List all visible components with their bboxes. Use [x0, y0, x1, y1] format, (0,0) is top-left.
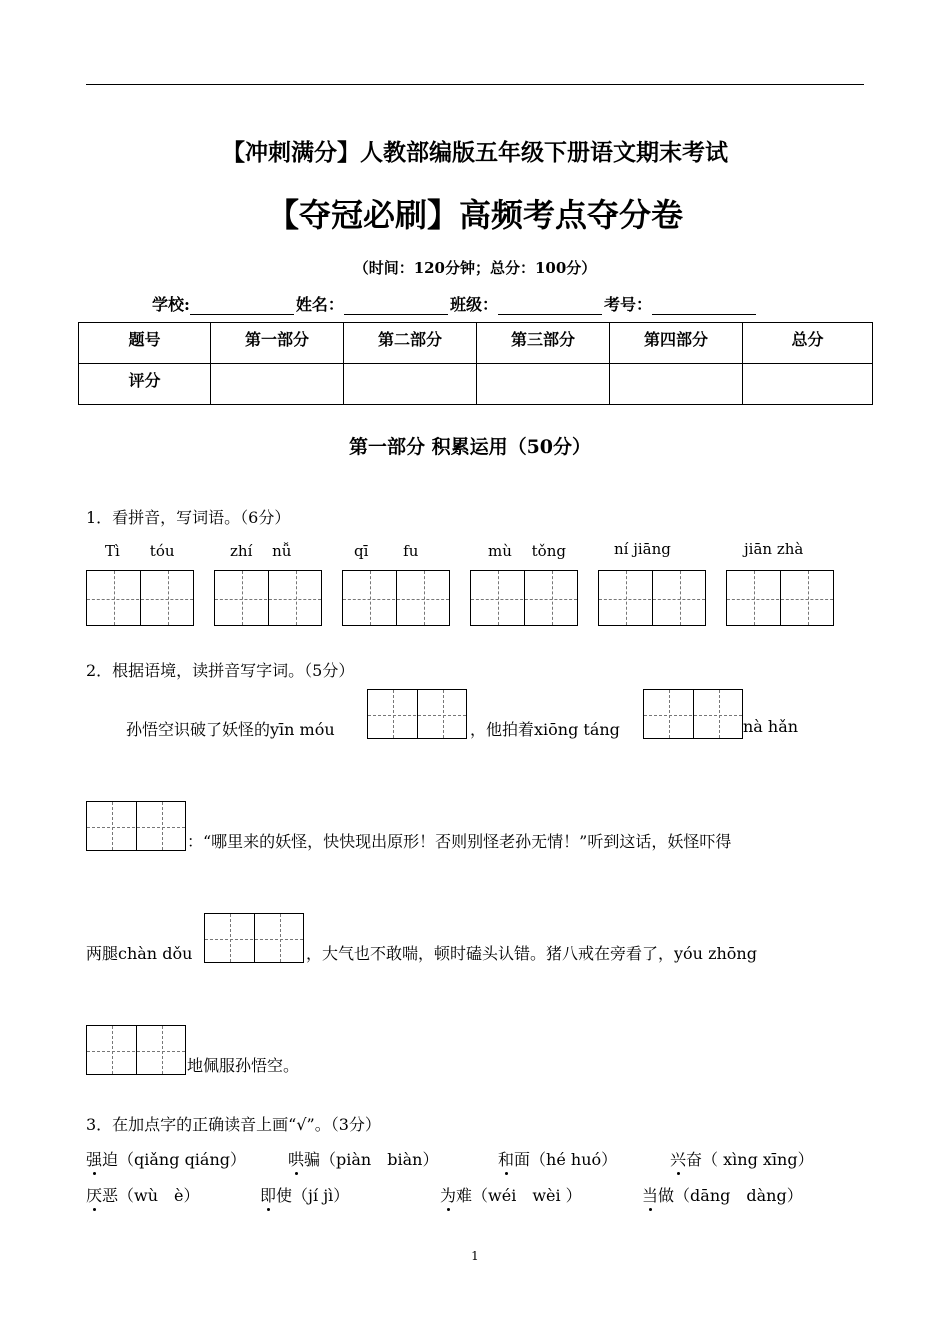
score-header-cell: 总分	[743, 323, 873, 364]
writing-grid[interactable]	[204, 913, 304, 963]
q1-pinyin: mù tǒng	[488, 542, 566, 560]
q3-options[interactable]: （ xìng xīng）	[702, 1150, 814, 1169]
writing-grid[interactable]	[470, 570, 578, 626]
q2-text: 地佩服孙悟空。	[187, 1056, 300, 1075]
q2-text: 孙悟空识破了妖怪的yīn móu	[126, 720, 335, 739]
time-info: （时间：120分钟；总分：100分）	[353, 259, 597, 277]
class-label: 班级：	[449, 295, 498, 314]
writing-grid[interactable]	[86, 1025, 186, 1075]
name-field[interactable]	[344, 298, 448, 315]
q3-item: 强迫（qiǎng qiáng）	[86, 1150, 247, 1169]
score-cell[interactable]	[743, 364, 873, 405]
dotted-char: 厌	[86, 1186, 103, 1205]
q1-pinyin: jiān zhà	[744, 540, 804, 558]
score-cell[interactable]	[477, 364, 610, 405]
score-header-cell: 第二部分	[344, 323, 477, 364]
score-header-cell: 第一部分	[211, 323, 344, 364]
q3-item: 和面（hé huó）	[498, 1150, 618, 1169]
q3-item: 兴奋（ xìng xīng）	[670, 1150, 814, 1169]
q1-prompt: 1．看拼音，写词语。（6分）	[86, 508, 291, 527]
dotted-char: 哄	[288, 1150, 305, 1169]
q2-text: ，大气也不敢喘，顿时磕头认错。猪八戒在旁看了，yóu zhōng	[306, 944, 757, 963]
q2-prompt: 2．根据语境，读拼音写字词。（5分）	[86, 661, 355, 680]
score-table	[78, 322, 873, 405]
writing-grid[interactable]	[86, 570, 194, 626]
writing-grid[interactable]	[342, 570, 450, 626]
q1-pinyin: Tì tóu	[105, 542, 175, 560]
q1-pinyin: qī fu	[354, 542, 419, 560]
writing-grid[interactable]	[598, 570, 706, 626]
class-field[interactable]	[498, 298, 602, 315]
q1-pinyin: ní jiāng	[614, 540, 671, 558]
score-table-score-row	[79, 364, 873, 405]
writing-grid[interactable]	[367, 689, 467, 739]
writing-grid[interactable]	[643, 689, 743, 739]
q3-item: 厌恶（wù è）	[86, 1186, 200, 1205]
q3-options[interactable]: （wù è）	[118, 1186, 200, 1205]
exam-title-line2: 【夺冠必刷】高频考点夺分卷	[266, 196, 683, 234]
score-header-cell: 第三部分	[477, 323, 610, 364]
q3-prompt: 3．在加点字的正确读音上画“√”。（3分）	[86, 1115, 381, 1134]
exam-no-label: 考号：	[603, 295, 652, 314]
section1-title: 第一部分 积累运用（50分）	[348, 436, 592, 458]
q1-pinyin: zhí nǚ	[230, 542, 292, 560]
q2-text: ，他拍着xiōng táng	[470, 720, 620, 739]
dotted-char: 和	[498, 1150, 515, 1169]
q3-item: 为难（wéi wèi ）	[440, 1186, 582, 1205]
exam-no-field[interactable]	[652, 298, 756, 315]
dotted-char: 即	[260, 1186, 277, 1205]
q2-text: 两腿chàn dǒu	[86, 944, 193, 963]
score-row-label: 评分	[79, 364, 211, 405]
page-number: 1	[471, 1249, 479, 1263]
q3-item: 即使（jí jì）	[260, 1186, 350, 1205]
score-cell[interactable]	[344, 364, 477, 405]
score-cell[interactable]	[610, 364, 743, 405]
q2-text: ：“哪里来的妖怪，快快现出原形！否则别怪老孙无情！”听到这话，妖怪吓得	[187, 832, 732, 851]
exam-title-line1: 【冲刺满分】人教部编版五年级下册语文期末考试	[222, 139, 728, 166]
q3-options[interactable]: （piàn biàn）	[320, 1150, 439, 1169]
q3-options[interactable]: （dāng dàng）	[674, 1186, 803, 1205]
school-label: 学校:	[152, 295, 190, 314]
score-table-header-row	[79, 323, 873, 364]
q3-item: 当做（dāng dàng）	[642, 1186, 803, 1205]
writing-grid[interactable]	[214, 570, 322, 626]
name-label: 姓名：	[295, 295, 344, 314]
writing-grid[interactable]	[86, 801, 186, 851]
score-header-cell: 第四部分	[610, 323, 743, 364]
q3-item: 哄骗（piàn biàn）	[288, 1150, 439, 1169]
writing-grid[interactable]	[726, 570, 834, 626]
dotted-char: 兴	[670, 1150, 687, 1169]
score-cell[interactable]	[211, 364, 344, 405]
q3-options[interactable]: （jí jì）	[292, 1186, 350, 1205]
score-header-cell: 题号	[79, 323, 211, 364]
q3-options[interactable]: （qiǎng qiáng）	[118, 1150, 247, 1169]
school-field[interactable]	[190, 298, 294, 315]
dotted-char: 强	[86, 1150, 103, 1169]
q3-options[interactable]: （hé huó）	[530, 1150, 618, 1169]
q2-text: nà hǎn	[743, 717, 799, 736]
dotted-char: 当	[642, 1186, 659, 1205]
dotted-char: 为	[440, 1186, 457, 1205]
top-rule	[86, 84, 864, 85]
q3-options[interactable]: （wéi wèi ）	[472, 1186, 582, 1205]
student-info-line	[152, 292, 758, 315]
